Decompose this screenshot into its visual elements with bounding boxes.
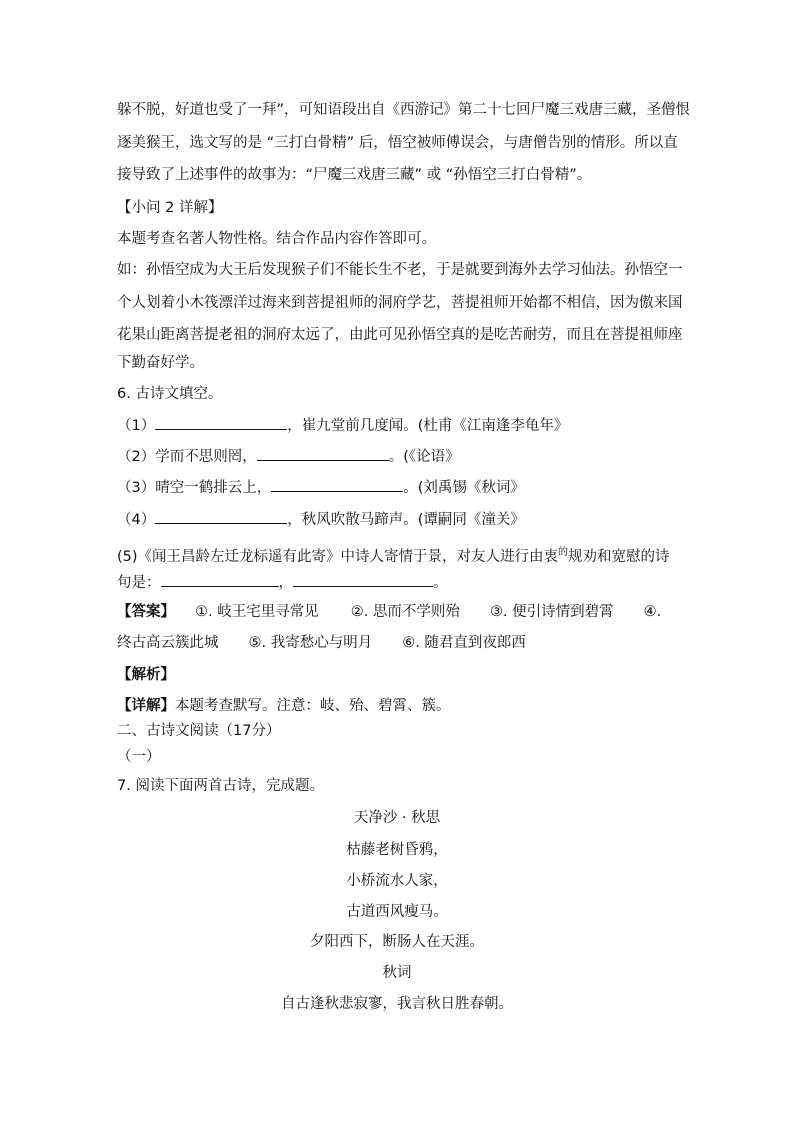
- answer-item: ①. 岐王宅里寻常见: [195, 604, 319, 620]
- item-text: 规劝和宽慰的诗: [568, 549, 670, 565]
- answer-item: 终古高云簇此城: [117, 635, 219, 651]
- answer-item: ⑥. 随君直到夜郎西: [402, 635, 526, 651]
- poem-title: 秋词: [382, 965, 412, 981]
- answer-label: 【答案】: [117, 604, 175, 620]
- answer-item: ②. 思而不学则殆: [350, 604, 460, 620]
- paragraph-line: 本题考查名著人物性格。结合作品内容作答即可。: [117, 231, 436, 247]
- paragraph-line: 如：孙悟空成为大王后发现猴子们不能长生不老，于是就要到海外去学习仙法。孙悟空一: [117, 262, 683, 278]
- fill-item-5-line2: [117, 572, 448, 593]
- item-text: 句是：: [117, 575, 161, 591]
- poem-line: 自古逢秋悲寂寥，我言秋日胜春朝。: [281, 996, 513, 1012]
- paragraph-line: 逐美猴王，选文写的是 “三打白骨精” 后，悟空被师傅误会，与唐僧告别的情形。所以直: [117, 135, 678, 151]
- fill-item-5: [117, 543, 670, 567]
- paragraph-line: 接导致了上述事件的故事为：“尸魔三戏唐三藏” 或 “孙悟空三打白骨精”。: [117, 167, 592, 183]
- poem-line: 夕阳西下，断肠人在天涯。: [310, 934, 484, 950]
- detail-line: [117, 696, 451, 716]
- fill-item-4: [117, 509, 525, 530]
- answer-item: ⑤. 我寄愁心与明月: [248, 635, 373, 651]
- item-text: ，崔九堂前几度闻。(杜甫《江南逢李龟年》: [287, 418, 569, 434]
- answer-row-2: [117, 633, 526, 653]
- answer-blank[interactable]: [161, 572, 279, 587]
- item-text: （2）学而不思则罔，: [117, 449, 257, 465]
- answer-item: ④.: [643, 604, 662, 620]
- poem-line: 古道西风瘦马。: [346, 904, 448, 920]
- fill-item-2: [117, 446, 460, 467]
- poem-line: 枯藤老树昏鸦，: [346, 842, 448, 858]
- analysis-label: 【解析】: [117, 667, 175, 683]
- paragraph-line: 个人划着小木筏漂洋过海来到菩提祖师的洞府学艺，菩提祖师开始都不相信，因为傲来国: [117, 295, 683, 311]
- item-text: ，: [278, 575, 293, 591]
- answer-item: ③. 便引诗情到碧霄: [489, 604, 614, 620]
- item-text: 。(刘禹锡《秋词》: [403, 480, 525, 496]
- fill-item-1: [117, 415, 568, 436]
- paragraph-line: 花果山距离菩提老祖的洞府太远了，由此可见孙悟空真的是吃苦耐劳，而且在菩提祖师座: [117, 327, 683, 343]
- paragraph-line: 躲不脱，好道也受了一拜”，可知语段出自《西游记》第二十七回尸魔三戏唐三藏，圣僧恨: [117, 102, 691, 118]
- item-text: （3）晴空一鹤排云上，: [117, 480, 272, 496]
- item-text: 。(《论语》: [388, 449, 460, 465]
- poem-title: 天净沙 · 秋思: [353, 810, 441, 826]
- answer-row-1: [117, 602, 661, 622]
- item-text: ，秋风吹散马蹄声。(谭嗣同《潼关》: [287, 512, 525, 528]
- section-title: 二、古诗文阅读（17分）: [117, 723, 281, 739]
- answer-blank[interactable]: [155, 415, 287, 430]
- item-number: （1）: [117, 418, 156, 434]
- question-title: 7. 阅读下面两首古诗，完成题。: [117, 778, 324, 794]
- item-text: 。: [433, 575, 448, 591]
- fill-item-3: [117, 477, 525, 498]
- item-text: (5)《闻王昌龄左迁龙标遥有此寄》中诗人寄情于景，对友人进行由衷: [117, 549, 559, 565]
- subsection-title: （一）: [117, 749, 161, 765]
- question-title: 6. 古诗文填空。: [117, 386, 223, 402]
- item-number: （4）: [117, 512, 156, 528]
- answer-blank[interactable]: [257, 446, 389, 461]
- poem-line: 小桥流水人家，: [346, 873, 448, 889]
- answer-blank[interactable]: [293, 572, 433, 587]
- detail-label: 【详解】: [117, 698, 175, 714]
- section-heading: 【小问 2 详解】: [117, 200, 223, 216]
- answer-blank[interactable]: [155, 509, 287, 524]
- detail-text: 本题考查默写。注意：岐、殆、碧霄、簇。: [175, 698, 451, 714]
- superscript-char: 的: [558, 547, 569, 558]
- paragraph-line: 下勤奋好学。: [117, 355, 204, 371]
- answer-blank[interactable]: [271, 477, 403, 492]
